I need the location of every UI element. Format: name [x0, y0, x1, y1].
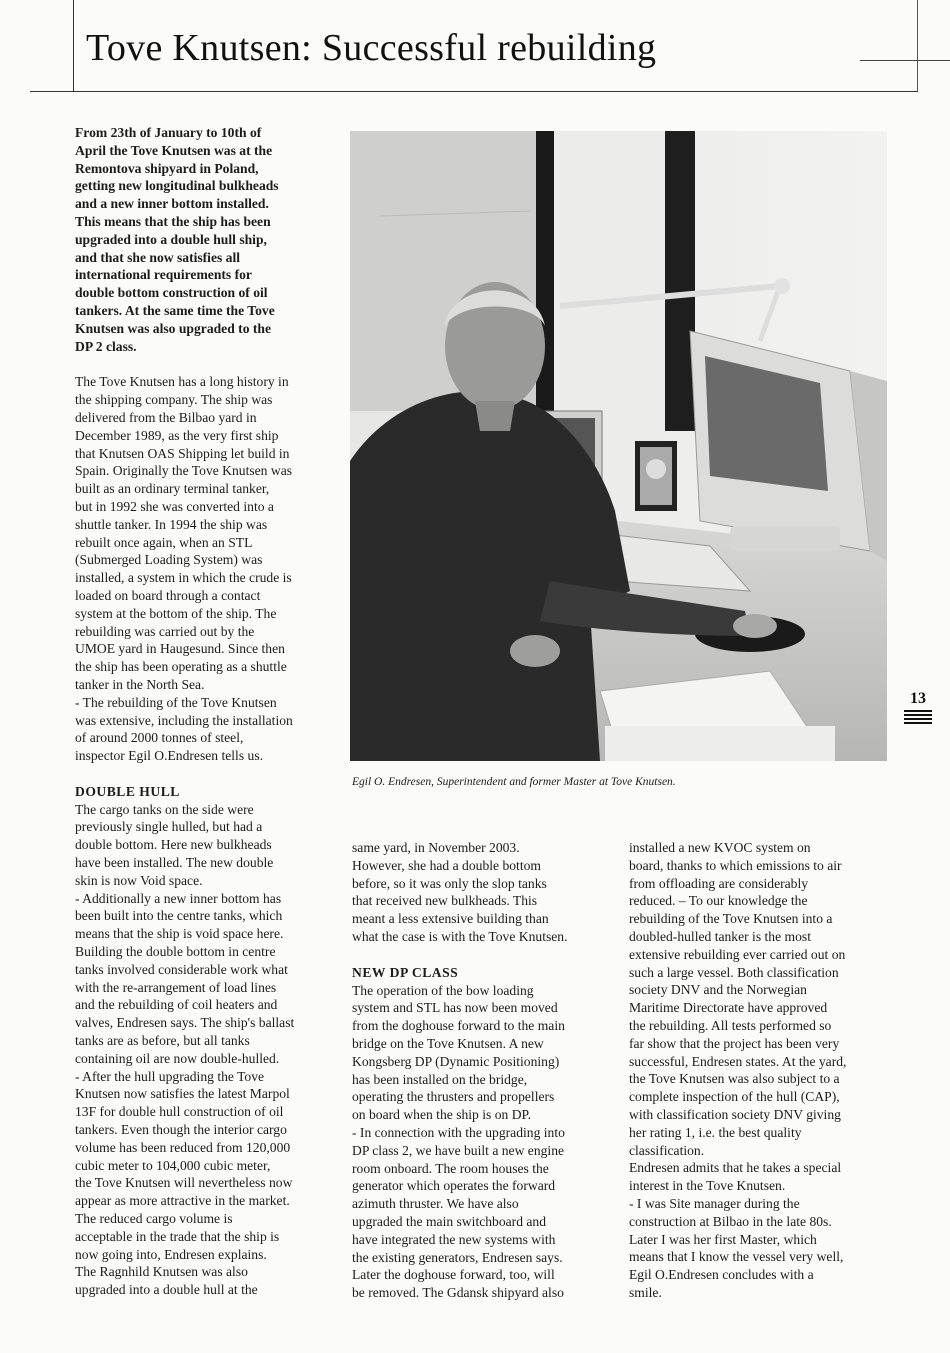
double-hull-paragraph: The cargo tanks on the side were previously single hulled, but had a double bottom. Here new bulkheads have been installed. The new double skin is now Void space. - Additionally a new inner bottom has been built into the centre tanks, which means that the ship is void space here. Building the double bottom in centre tanks involved considerable work what with the re-arrangement of load lines and the rebuilding of coil heaters and valves, Endresen says. The ship's ballast tanks are as before, but all tanks containing oil are now double-hulled. - After the hull upgrading the Tove Knutsen now satisfies the latest Marpol 13F for double hull construction of oil tankers. Even though the interior cargo volume has been reduced from 120,000 cubic meter to 104,000 cubic meter, the Tove Knutsen will nevertheless now appear as more attractive in the market. The reduced cargo volume is acceptable in the trade that the ship is now going into, Endresen explains. The Ragnhild Knutsen was also upgraded into a double hull at the	[75, 801, 295, 1298]
col3-paragraph: installed a new KVOC system on board, thanks to which emissions to air from offloading are considerably reduced. – To our knowledge the rebuilding of the Tove Knutsen into a doubled-hulled tanker is the most extensive rebuilding ever carried out on such a large vessel. Both classification society DNV and the Norwegian Maritime Directorate have approved the rebuilding. All tests performed so far show that the project has been very successful, Endresen states. At the yard, the Tove Knutsen was also subject to a complete inspection of the hull (CAP), with classification society DNV giving her rating 1, i.e. the best quality classification. Endresen admits that he takes a special interest in the Tove Knutsen. - I was Site manager during the construction at Bilbao in the late 80s. Later I was her first Master, which means that I know the vessel very well, Egil O.Endresen concludes with a smile.	[629, 840, 847, 1300]
double-hull-heading: DOUBLE HULL	[75, 783, 180, 799]
photo-caption: Egil O. Endresen, Superintendent and former Master at Tove Knutsen.	[352, 776, 676, 788]
header-rule-stub	[860, 60, 950, 61]
new-dp-heading: NEW DP CLASS	[352, 964, 459, 980]
header-rule-right	[917, 0, 918, 92]
column-1	[75, 124, 345, 1299]
header-rule-vertical	[73, 0, 74, 92]
intro-paragraph: From 23th of January to 10th of April the Tove Knutsen was at the Remontova shipyard in Poland, getting new longitudinal bulkheads and a new inner bottom installed. This means that the ship has been upgraded into a double hull ship, and that she now satisfies all international requirements for double bottom construction of oil tankers. At the same time the Tove Knutsen was also upgraded to the DP 2 class.	[75, 125, 279, 354]
column-3	[629, 839, 891, 1302]
new-dp-paragraph: The operation of the bow loading system and STL has now been moved from the doghouse forward to the main bridge on the Tove Knutsen. A new Kongsberg DP (Dynamic Positioning) has been installed on the bridge, operating the thrusters and propellers on board when the ship is on DP. - In connection with the upgrading into DP class 2, we have built a new engine room onboard. The room houses the generator which operates the forward azimuth thruster. We have also upgraded the main switchboard and have integrated the new systems with the existing generators, Endresen says. Later the doghouse forward, too, will be removed. The Gdansk shipyard also	[352, 982, 565, 1301]
article-title: Tove Knutsen: Successful rebuilding	[86, 27, 657, 69]
header-rule-horizontal	[30, 91, 918, 92]
photo-endresen-at-desk	[350, 131, 887, 761]
history-paragraph: The Tove Knutsen has a long history in the shipping company. The ship was delivered from the Bilbao yard in December 1989, as the very first ship that Knutsen OAS Shipping let build in Spain. Originally the Tove Knutsen was built as an ordinary terminal tanker, but in 1992 she was converted into a shuttle tanker. In 1994 the ship was rebuilt once again, when an STL (Submerged Loading System) was installed, a system in which the crude is loaded on board through a contact system at the bottom of the ship. The rebuilding was carried out by the UMOE yard in Haugesund. Since then the ship has been operating as a shuttle tanker in the North Sea. - The rebuilding of the Tove Knutsen was extensive, including the installation of around 2000 tonnes of steel, inspector Egil O.Endresen tells us.	[75, 374, 293, 764]
column-2	[352, 839, 614, 1302]
col2-paragraph: same yard, in November 2003. However, she had a double bottom before, so it was only the slop tanks that received new bulkheads. This meant a less extensive building than what the case is with the Tove Knutsen.	[352, 840, 568, 944]
page-number: 13	[904, 690, 932, 708]
page-number-marker	[904, 690, 932, 724]
